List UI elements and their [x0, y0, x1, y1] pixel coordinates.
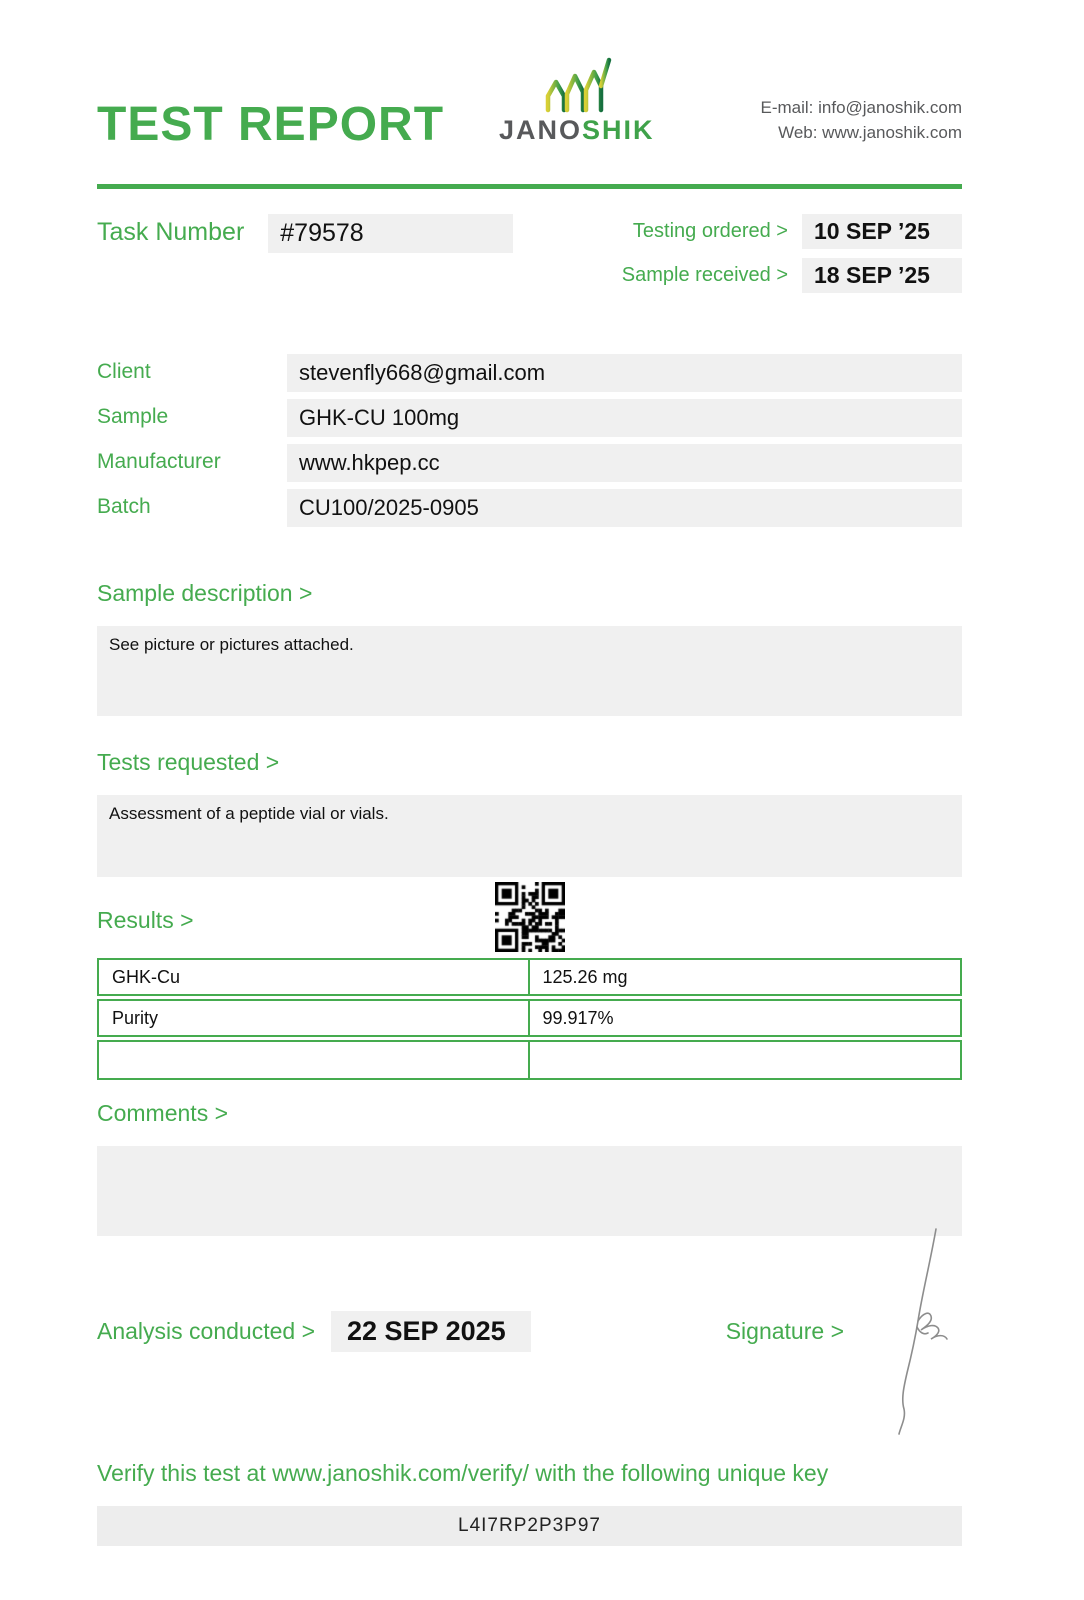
green-divider — [97, 184, 962, 189]
task-number-value: #79578 — [268, 214, 513, 253]
logo-wordmark — [499, 115, 655, 146]
page-title: TEST REPORT — [97, 98, 445, 151]
task-number-label: Task Number — [97, 218, 245, 246]
testing-ordered-row — [622, 214, 962, 249]
result-name — [99, 1042, 530, 1078]
detail-row-batch — [97, 489, 962, 527]
batch-value: CU100/2025-0905 — [287, 489, 962, 527]
signature-icon — [872, 1223, 962, 1438]
detail-row-manufacturer — [97, 444, 962, 482]
logo-text-left: JANO — [499, 115, 583, 145]
contact-web: Web: www.janoshik.com — [778, 123, 962, 142]
unique-key: L4I7RP2P3P97 — [458, 1515, 601, 1536]
sample-description-box: See picture or pictures attached. — [97, 626, 962, 716]
header — [97, 55, 962, 152]
table-row — [97, 999, 962, 1037]
qr-code — [495, 882, 565, 952]
table-row — [97, 1040, 962, 1080]
analysis-conducted-label: Analysis conducted > — [97, 1317, 315, 1344]
analysis-date-value: 22 SEP 2025 — [331, 1311, 531, 1352]
detail-row-sample — [97, 399, 962, 437]
details-section — [97, 354, 962, 527]
testing-ordered-value: 10 SEP ’25 — [802, 214, 962, 249]
results-table — [97, 958, 962, 1080]
signature — [872, 1308, 962, 1354]
detail-row-client — [97, 354, 962, 392]
growth-chart-icon — [541, 55, 613, 113]
testing-ordered-label: Testing ordered > — [632, 220, 788, 242]
signature-label: Signature > — [725, 1317, 844, 1344]
verify-instruction: Verify this test at www.janoshik.com/verify/ with the following unique key — [97, 1460, 829, 1486]
dates-block — [622, 214, 962, 302]
batch-label: Batch — [97, 495, 151, 518]
sample-description-heading: Sample description > — [97, 580, 313, 606]
result-value: 99.917% — [542, 1007, 614, 1028]
unique-key-box — [97, 1506, 962, 1546]
tests-requested-heading: Tests requested > — [97, 749, 280, 775]
comments-heading: Comments > — [97, 1100, 229, 1126]
footer-row — [97, 1308, 962, 1354]
contact-email: E-mail: info@janoshik.com — [760, 98, 962, 117]
result-value: 125.26 mg — [542, 966, 628, 987]
table-row — [97, 958, 962, 996]
sample-value: GHK-CU 100mg — [287, 399, 962, 437]
results-section — [97, 907, 962, 1080]
sample-received-row — [622, 258, 962, 293]
manufacturer-value: www.hkpep.cc — [287, 444, 962, 482]
task-number-row — [97, 214, 513, 302]
result-value — [530, 1042, 961, 1078]
meta-section — [97, 214, 962, 302]
sample-received-label: Sample received > — [621, 264, 788, 286]
result-name: Purity — [99, 1001, 530, 1035]
results-heading: Results > — [97, 907, 194, 933]
sample-received-value: 18 SEP ’25 — [802, 258, 962, 293]
client-label: Client — [97, 360, 151, 383]
comments-box — [97, 1146, 962, 1236]
result-name: GHK-Cu — [99, 960, 530, 994]
manufacturer-label: Manufacturer — [97, 450, 221, 473]
tests-requested-box: Assessment of a peptide vial or vials. — [97, 795, 962, 877]
client-value: stevenfly668@gmail.com — [287, 354, 962, 392]
logo-text-right: SHIK — [582, 115, 655, 145]
sample-label: Sample — [97, 405, 169, 428]
janoshik-logo — [499, 55, 655, 146]
contact-info — [761, 95, 963, 145]
